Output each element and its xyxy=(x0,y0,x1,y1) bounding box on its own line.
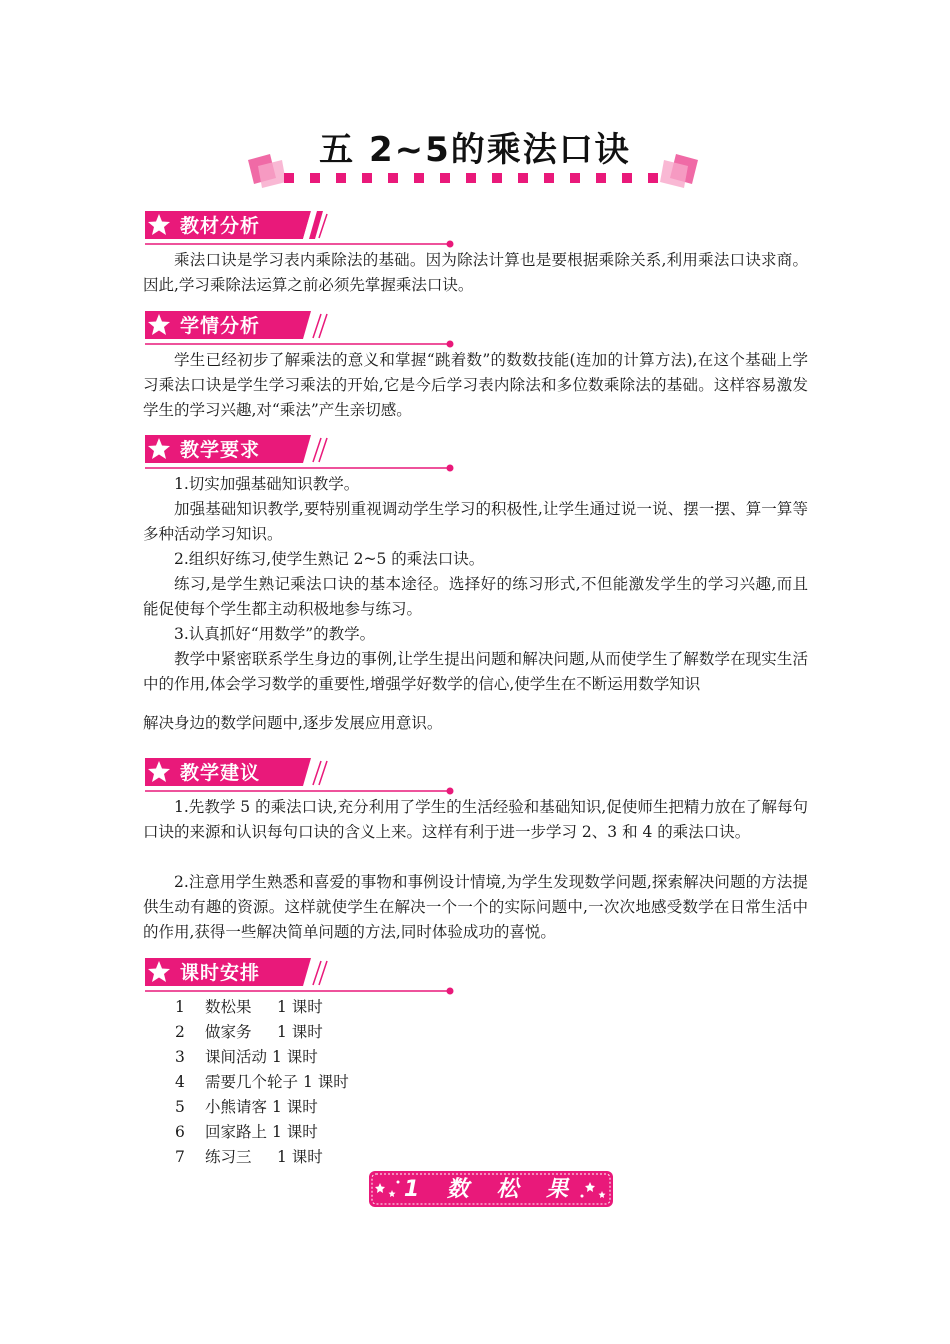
page-title: 五 2~5的乘法口诀 xyxy=(319,130,631,170)
item-hours: 1 课时 xyxy=(271,1123,318,1141)
paragraph: 学生已经初步了解乘法的意义和掌握“跳着数”的数数技能(连加的计算方法),在这个基础上学习乘法口诀是学生学习乘法的开始,它是今后学习表内除法和多位数乘除法的基础。这样容易激发学生的学习兴趣,对“乘法”产生亲切感。 xyxy=(143,351,808,419)
item-name: 练习三 xyxy=(205,1148,252,1166)
lesson-banner-label: 1 数 松 果 xyxy=(403,1177,579,1202)
item-hours: 1 课时 xyxy=(277,998,323,1016)
section-header-materials xyxy=(143,208,455,248)
paragraph: 2.注意用学生熟悉和喜爱的事物和事例设计情境,为学生发现数学问题,探索解决问题的方法提供生动有趣的资源。这样就使学生在解决一个一个的实际问题中,一次次地感受数学在日常生活中的作用,获得一些解决简单问题的方法,同时体验成功的喜悦。 xyxy=(143,873,808,941)
paragraph: 练习,是学生熟记乘法口诀的基本途径。选择好的练习形式,不但能激发学生的学习兴趣,而且能促使每个学生都主动积极地参与练习。 xyxy=(143,575,808,618)
item-number: 5 xyxy=(175,1098,185,1116)
section-header-student-analysis xyxy=(143,308,455,348)
list-item xyxy=(175,1020,349,1045)
item-number: 7 xyxy=(175,1148,185,1166)
section-header-schedule xyxy=(143,955,455,995)
list-item xyxy=(175,1045,349,1070)
item-name: 做家务 xyxy=(205,1023,252,1041)
item-name: 回家路上 xyxy=(205,1123,268,1141)
paragraph: 教学中紧密联系学生身边的事例,让学生提出问题和解决问题,从而使学生了解数学在现实生活中的作用,体会学习数学的重要性,增强学好数学的信心,使学生在不断运用数学知识 xyxy=(143,650,808,693)
paragraph: 2.组织好练习,使学生熟记 2~5 的乘法口诀。 xyxy=(174,550,485,568)
section-label: 学情分析 xyxy=(180,315,261,337)
section-label: 教学建议 xyxy=(180,762,261,784)
item-hours: 1 课时 xyxy=(271,1048,318,1066)
item-number: 2 xyxy=(175,1023,185,1041)
section-header-teaching-requirements xyxy=(143,432,455,472)
item-hours: 1 课时 xyxy=(277,1023,323,1041)
item-name: 课间活动 xyxy=(205,1048,268,1066)
section-label: 教学要求 xyxy=(180,439,261,461)
item-number: 1 xyxy=(175,998,185,1016)
section-header-teaching-suggestions xyxy=(143,755,455,795)
schedule-list xyxy=(175,995,349,1170)
item-number: 4 xyxy=(175,1073,185,1091)
paragraph: 1.先教学 5 的乘法口诀,充分利用了学生的生活经验和基础知识,促使师生把精力放在了解每句口诀的来源和认识每句口诀的含义上来。这样有利于进一步学习 2、3 和 4 的乘法口诀。 xyxy=(143,798,808,841)
item-name: 数松果 xyxy=(205,998,252,1016)
list-item xyxy=(175,1120,349,1145)
item-number: 6 xyxy=(175,1123,185,1141)
list-item xyxy=(175,1145,349,1170)
item-hours: 1 课时 xyxy=(271,1098,318,1116)
list-item xyxy=(175,1095,349,1120)
item-name: 需要几个轮子 xyxy=(205,1073,299,1091)
list-item xyxy=(175,995,349,1020)
section-label: 课时安排 xyxy=(180,962,261,984)
list-item xyxy=(175,1070,349,1095)
item-hours: 1 课时 xyxy=(277,1148,323,1166)
paragraph: 加强基础知识教学,要特别重视调动学生学习的积极性,让学生通过说一说、摆一摆、算一算等多种活动学习知识。 xyxy=(143,500,808,543)
item-name: 小熊请客 xyxy=(205,1098,268,1116)
paragraph: 解决身边的数学问题中,逐步发展应用意识。 xyxy=(143,714,443,732)
item-hours: 1 课时 xyxy=(302,1073,349,1091)
section-label: 教材分析 xyxy=(180,215,261,237)
paragraph: 乘法口诀是学习表内乘除法的基础。因为除法计算也是要根据乘除关系,利用乘法口诀求商。因此,学习乘除法运算之前必须先掌握乘法口诀。 xyxy=(143,251,808,294)
paragraph: 1.切实加强基础知识教学。 xyxy=(174,475,360,493)
title-decoration xyxy=(248,152,698,196)
paragraph: 3.认真抓好“用数学”的教学。 xyxy=(174,625,376,643)
item-number: 3 xyxy=(175,1048,185,1066)
